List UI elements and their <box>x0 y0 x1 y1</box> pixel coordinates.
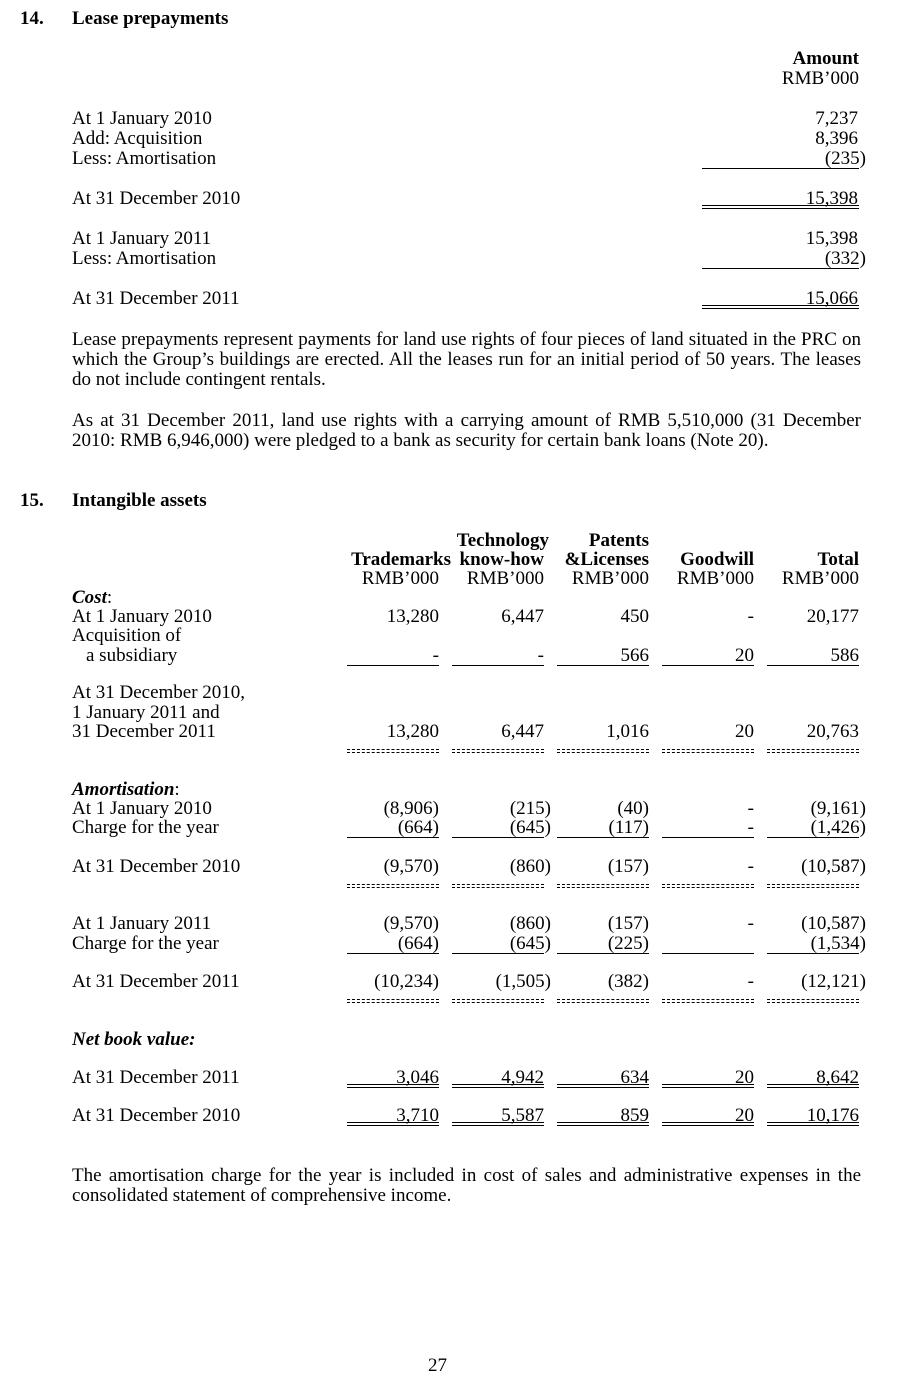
total-double-rule <box>662 1084 754 1088</box>
cell-value: (157) <box>607 856 649 877</box>
total-double-rule <box>662 1122 754 1126</box>
note15-number: 15. <box>20 490 44 511</box>
cell-value: - <box>747 913 754 934</box>
col-unit: RMB’000 <box>361 568 439 589</box>
intangible-paragraph: The amortisation charge for the year is included in cost of sales and administrative expenses in the consolidated statement of comprehensive income. <box>72 1165 861 1206</box>
lease-row-value: 7,237 <box>815 108 858 129</box>
dashed-rule <box>452 999 544 1003</box>
cell-value: (10,234) <box>374 971 439 992</box>
lease-row-value: (332) <box>824 248 866 269</box>
cell-value: (12,121) <box>801 971 866 992</box>
cost-heading-colon: : <box>106 587 113 608</box>
row-label: At 31 December 2011 <box>72 971 240 992</box>
row-label: Charge for the year <box>72 933 219 954</box>
total-double-rule <box>347 1122 439 1126</box>
lease-row-label: At 31 December 2010 <box>72 188 241 209</box>
col-unit: RMB’000 <box>676 568 754 589</box>
col-unit: RMB’000 <box>466 568 544 589</box>
row-label: a subsidiary <box>86 645 178 666</box>
total-double-rule <box>767 1084 859 1088</box>
col-unit: RMB’000 <box>571 568 649 589</box>
cell-value: 20 <box>735 1067 754 1088</box>
cell-value: 20 <box>735 1105 754 1126</box>
dashed-rule <box>347 749 439 753</box>
row-label: Acquisition of <box>72 625 182 646</box>
total-double-rule <box>767 1122 859 1126</box>
lease-row-value: 15,398 <box>805 228 858 249</box>
subtotal-rule <box>702 268 859 269</box>
dashed-rule <box>767 999 859 1003</box>
note15-title: Intangible assets <box>72 490 207 511</box>
subtotal-rule <box>767 953 859 954</box>
cell-value: (10,587) <box>801 913 866 934</box>
cell-value: - <box>747 971 754 992</box>
subtotal-rule <box>662 953 754 954</box>
row-label: At 31 December 2010, <box>72 682 246 703</box>
cell-value: (157) <box>607 913 649 934</box>
lease-row-value: 15,398 <box>805 188 858 209</box>
cell-value: 859 <box>620 1105 649 1126</box>
cell-value: 586 <box>830 645 859 666</box>
cell-value: (117) <box>608 817 649 838</box>
page-number: 27 <box>428 1355 447 1376</box>
cell-value: (1,505) <box>495 971 551 992</box>
cell-value: (9,161) <box>810 798 866 819</box>
col-header-know-how: know-how <box>459 549 544 570</box>
subtotal-rule <box>452 837 544 838</box>
note14-number: 14. <box>20 8 44 29</box>
row-label: At 31 December 2010 <box>72 1105 241 1126</box>
total-double-rule <box>702 205 859 209</box>
amortisation-heading-colon: : <box>174 779 180 800</box>
dashed-rule <box>557 999 649 1003</box>
cell-value: 8,642 <box>816 1067 859 1088</box>
cell-value: (40) <box>617 798 649 819</box>
subtotal-rule <box>452 953 544 954</box>
row-label: 31 December 2011 <box>72 721 216 742</box>
amortisation-heading <box>72 780 180 800</box>
col-header-trademarks: Trademarks <box>351 549 451 570</box>
lease-row-value: (235) <box>824 148 866 169</box>
cell-value: 1,016 <box>606 721 649 742</box>
dashed-rule <box>662 999 754 1003</box>
col-header-goodwill: Goodwill <box>680 549 754 570</box>
nbv-heading: Net book value: <box>72 1029 196 1050</box>
cell-value: (8,906) <box>383 798 439 819</box>
row-label: At 31 December 2010 <box>72 856 241 877</box>
dashed-rule <box>767 884 859 888</box>
row-label: At 1 January 2011 <box>72 913 212 934</box>
cell-value: - <box>537 645 544 666</box>
cell-value: (860) <box>509 913 551 934</box>
cell-value: (645) <box>509 817 551 838</box>
cell-value: 20 <box>735 721 754 742</box>
cell-value: (1,426) <box>810 817 866 838</box>
cell-value: 10,176 <box>806 1105 859 1126</box>
lease-row-label: At 1 January 2010 <box>72 108 212 129</box>
row-label: At 1 January 2010 <box>72 798 212 819</box>
dashed-rule <box>662 884 754 888</box>
cell-value: 634 <box>620 1067 649 1088</box>
cell-value: - <box>747 817 754 838</box>
cell-value: (9,570) <box>383 913 439 934</box>
lease-row-label: Less: Amortisation <box>72 148 217 169</box>
cell-value: 450 <box>620 606 649 627</box>
cell-value: 20 <box>735 645 754 666</box>
total-double-rule <box>557 1122 649 1126</box>
dashed-rule <box>347 999 439 1003</box>
cell-value: (860) <box>509 856 551 877</box>
dashed-rule <box>452 884 544 888</box>
cell-value: (645) <box>509 933 551 954</box>
cell-value: 20,763 <box>806 721 859 742</box>
dashed-rule <box>557 884 649 888</box>
dashed-rule <box>347 884 439 888</box>
cell-value: (225) <box>607 933 649 954</box>
col-unit: RMB’000 <box>781 568 859 589</box>
subtotal-rule <box>557 953 649 954</box>
total-double-rule <box>452 1122 544 1126</box>
subtotal-rule <box>662 665 754 666</box>
col-header-line1: Patents <box>588 530 649 551</box>
lease-col-header: Amount <box>792 48 859 69</box>
subtotal-rule <box>702 168 859 169</box>
cell-value: - <box>747 856 754 877</box>
cell-value: (9,570) <box>383 856 439 877</box>
lease-row-value: 15,066 <box>805 288 858 309</box>
lease-paragraph-2: As at 31 December 2011, land use rights with a carrying amount of RMB 5,510,000 (31 December 2010: RMB 6,946,000) were pledged to a bank as security for certain bank loans (Note 20). <box>72 410 861 451</box>
subtotal-rule <box>347 837 439 838</box>
cell-value: - <box>747 798 754 819</box>
col-header-licenses: &Licenses <box>564 549 649 570</box>
subtotal-rule <box>452 665 544 666</box>
dashed-rule <box>452 749 544 753</box>
subtotal-rule <box>767 837 859 838</box>
lease-row-label: At 31 December 2011 <box>72 288 240 309</box>
cell-value: (382) <box>607 971 649 992</box>
cell-value: 6,447 <box>501 606 544 627</box>
subtotal-rule <box>662 837 754 838</box>
cell-value: 6,447 <box>501 721 544 742</box>
col-header-line1: Technology <box>456 530 549 551</box>
note14-title: Lease prepayments <box>72 8 229 29</box>
lease-row-label: Add: Acquisition <box>72 128 203 149</box>
total-double-rule <box>452 1084 544 1088</box>
cell-value: (215) <box>509 798 551 819</box>
dashed-rule <box>662 749 754 753</box>
lease-paragraph-1: Lease prepayments represent payments for land use rights of four pieces of land situated in the PRC on which the Group’s buildings are erected. All the leases run for an initial period of 50 years. The leases do not include contingent rentals. <box>72 329 861 390</box>
row-label: 1 January 2011 and <box>72 702 220 723</box>
subtotal-rule <box>767 665 859 666</box>
total-double-rule <box>702 305 859 309</box>
cell-value: (664) <box>397 933 439 954</box>
cell-value: - <box>747 606 754 627</box>
cell-value: 4,942 <box>501 1067 544 1088</box>
cell-value: (10,587) <box>801 856 866 877</box>
dashed-rule <box>767 749 859 753</box>
cell-value: 20,177 <box>806 606 859 627</box>
cell-value: (664) <box>397 817 439 838</box>
row-label: At 1 January 2010 <box>72 606 212 627</box>
amortisation-heading-text: Amortisation <box>72 779 175 800</box>
subtotal-rule <box>347 953 439 954</box>
lease-row-value: 8,396 <box>815 128 858 149</box>
cost-heading-text: Cost <box>72 587 107 608</box>
cost-heading <box>72 588 112 608</box>
lease-row-label: At 1 January 2011 <box>72 228 212 249</box>
row-label: Charge for the year <box>72 817 219 838</box>
col-header-total: Total <box>817 549 859 570</box>
lease-row-label: Less: Amortisation <box>72 248 217 269</box>
cell-value: 13,280 <box>386 721 439 742</box>
dashed-rule <box>557 749 649 753</box>
cell-value: 5,587 <box>501 1105 544 1126</box>
row-label: At 31 December 2011 <box>72 1067 240 1088</box>
total-double-rule <box>347 1084 439 1088</box>
subtotal-rule <box>557 665 649 666</box>
cell-value: 3,046 <box>396 1067 439 1088</box>
lease-col-unit: RMB’000 <box>781 68 859 89</box>
cell-value: (1,534) <box>810 933 866 954</box>
cell-value: 566 <box>620 645 649 666</box>
subtotal-rule <box>557 837 649 838</box>
total-double-rule <box>557 1084 649 1088</box>
cell-value: 13,280 <box>386 606 439 627</box>
subtotal-rule <box>347 665 439 666</box>
cell-value: 3,710 <box>396 1105 439 1126</box>
cell-value: - <box>432 645 439 666</box>
